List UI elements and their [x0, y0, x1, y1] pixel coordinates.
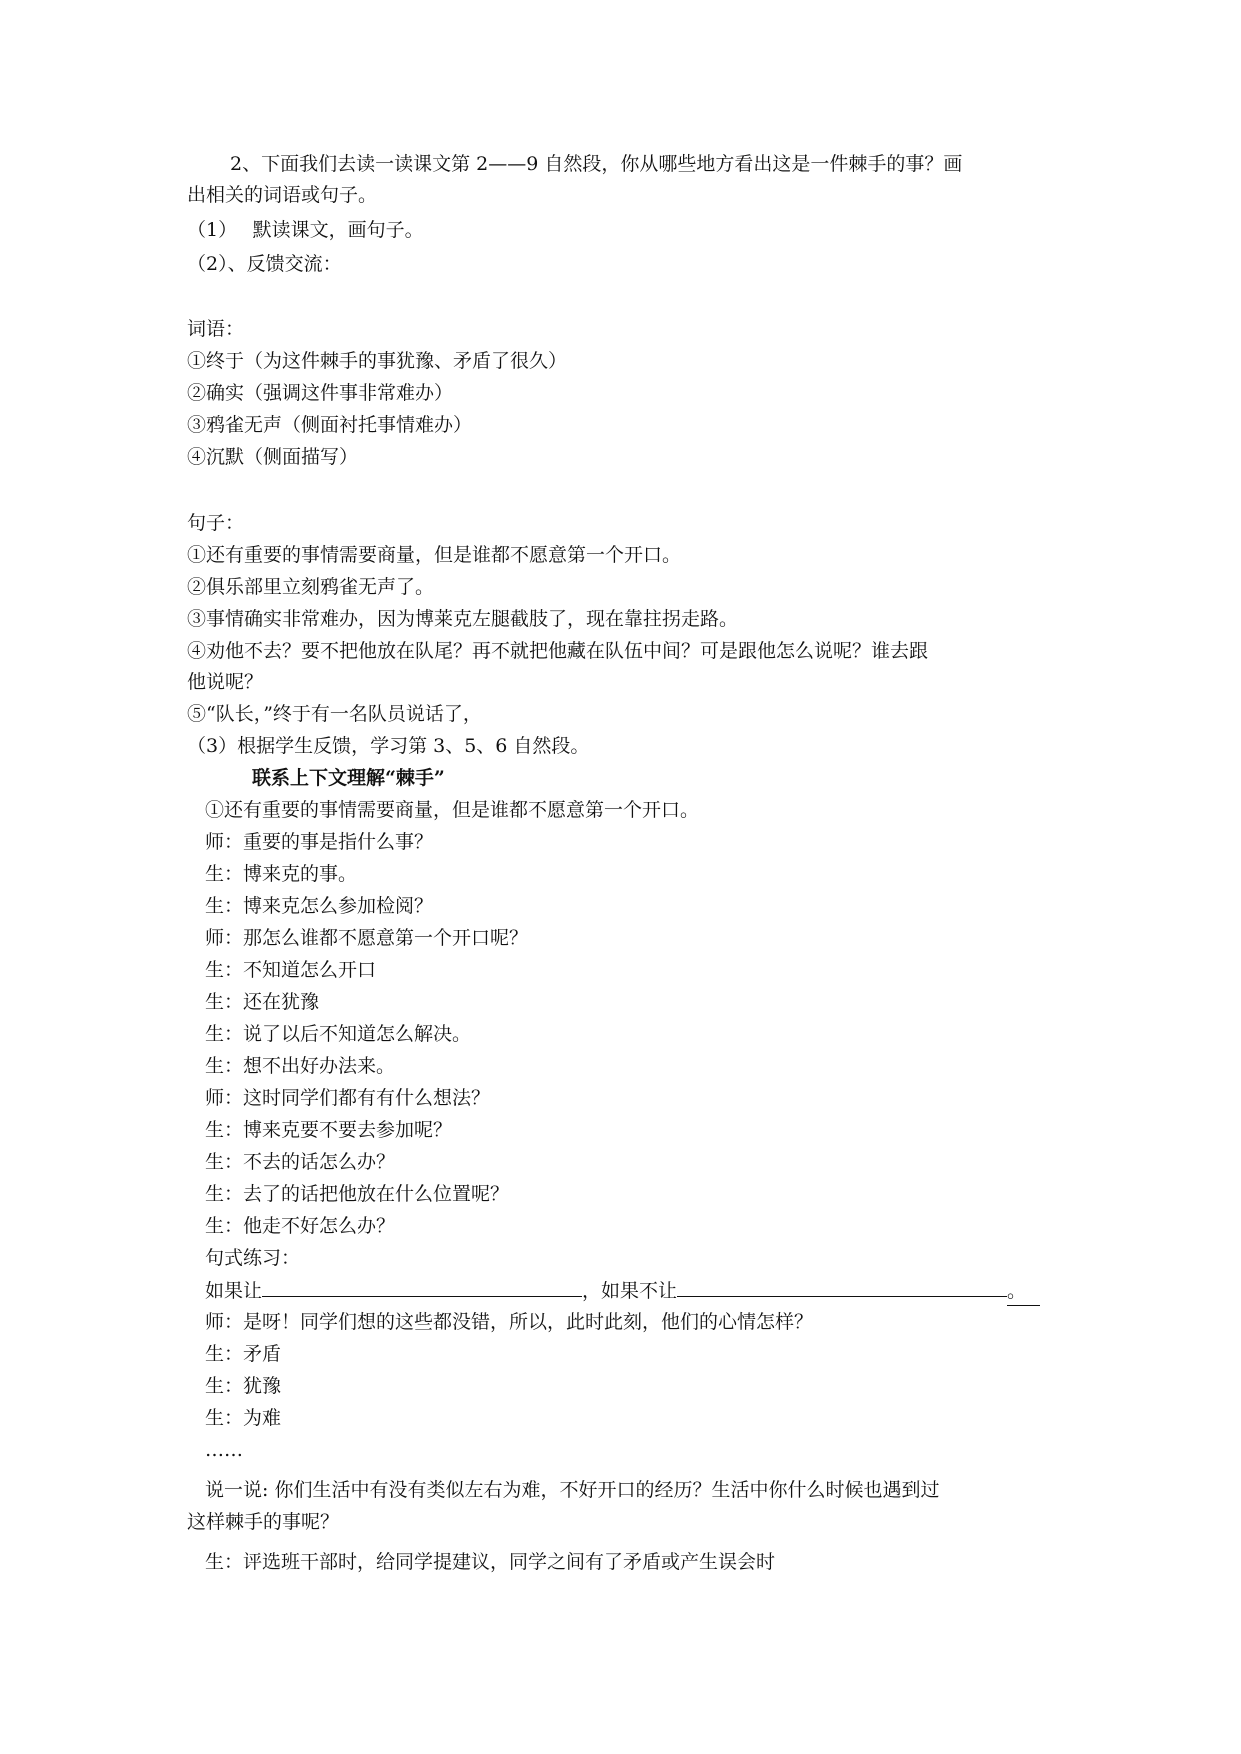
word-item: ③鸦雀无声（侧面衬托事情难办） [187, 414, 473, 436]
words-heading: 词语： [187, 318, 245, 340]
say-line-2: 这样棘手的事呢？ [187, 1511, 340, 1533]
answer-blank-2[interactable] [677, 1276, 1007, 1297]
dialogue-line: 生：说了以后不知道怎么解决。 [205, 1023, 472, 1045]
understand-heading: 联系上下文理解“棘手” [252, 767, 445, 789]
word-item: ②确实（强调这件事非常难办） [187, 382, 454, 404]
sentence-item: ④劝他不去？要不把他放在队尾？再不就把他藏在队伍中间？可是跟他怎么说呢？谁去跟 [187, 640, 929, 662]
ellipsis: …… [205, 1439, 243, 1461]
dialogue-line: 师：这时同学们都有有什么想法？ [205, 1087, 491, 1109]
sentences-heading: 句子： [187, 512, 245, 534]
dialogue-line: ①还有重要的事情需要商量，但是谁都不愿意第一个开口。 [205, 799, 700, 821]
pattern-part-3: 。 [1007, 1277, 1040, 1306]
sentence-item: ②俱乐部里立刻鸦雀无声了。 [187, 576, 435, 598]
pattern-part-1: 如果让 [205, 1280, 263, 1302]
intro-line-2: 出相关的词语或句子。 [187, 184, 378, 206]
dialogue-line: 师：那怎么谁都不愿意第一个开口呢？ [205, 927, 529, 949]
dialogue-line: 师：是呀！同学们想的这些都没错，所以，此时此刻，他们的心情怎样？ [205, 1311, 814, 1333]
say-answer: 生：评选班干部时，给同学提建议，同学之间有了矛盾或产生误会时 [205, 1551, 776, 1573]
intro-line-1: 2、下面我们去读一读课文第 2——9 自然段，你从哪些地方看出这是一件棘手的事？画 [230, 153, 963, 175]
sentence-item: ①还有重要的事情需要商量，但是谁都不愿意第一个开口。 [187, 544, 682, 566]
word-item: ①终于（为这件棘手的事犹豫、矛盾了很久） [187, 350, 568, 372]
word-item: ④沉默（侧面描写） [187, 446, 359, 468]
dialogue-line: 生：想不出好办法来。 [205, 1055, 396, 1077]
step-1: （1） 默读课文，画句子。 [187, 219, 424, 241]
dialogue-line: 生：不去的话怎么办？ [205, 1151, 396, 1173]
sentence-item: 他说呢？ [187, 671, 264, 693]
pattern-heading: 句式练习： [205, 1247, 301, 1269]
dialogue-line: 生：还在犹豫 [205, 991, 320, 1013]
dialogue-line: 生：不知道怎么开口 [205, 959, 377, 981]
say-line-1: 说一说: 你们生活中有没有类似左右为难，不好开口的经历？生活中你什么时候也遇到过 [205, 1479, 940, 1501]
dialogue-line: 生：博来克要不要去参加呢？ [205, 1119, 453, 1141]
step-3: （3）根据学生反馈，学习第 3、5、6 自然段。 [187, 735, 590, 757]
pattern-line [205, 1276, 1040, 1306]
answer-blank-1[interactable] [262, 1276, 582, 1297]
dialogue-line: 师：重要的事是指什么事？ [205, 831, 434, 853]
dialogue-line: 生：博来克的事。 [205, 863, 358, 885]
dialogue-line: 生：博来克怎么参加检阅？ [205, 895, 434, 917]
step-2: （2）、反馈交流： [187, 253, 342, 275]
dialogue-line: 生：去了的话把他放在什么位置呢？ [205, 1183, 510, 1205]
dialogue-line: 生：他走不好怎么办？ [205, 1215, 396, 1237]
dialogue-line: 生：矛盾 [205, 1343, 282, 1365]
dialogue-line: 生：犹豫 [205, 1375, 282, 1397]
dialogue-line: 生：为难 [205, 1407, 282, 1429]
sentence-item: ⑤“队长，”终于有一名队员说话了， [187, 703, 482, 725]
pattern-part-2: ，如果不让 [582, 1280, 678, 1302]
sentence-item: ③事情确实非常难办，因为博莱克左腿截肢了，现在靠拄拐走路。 [187, 608, 739, 630]
